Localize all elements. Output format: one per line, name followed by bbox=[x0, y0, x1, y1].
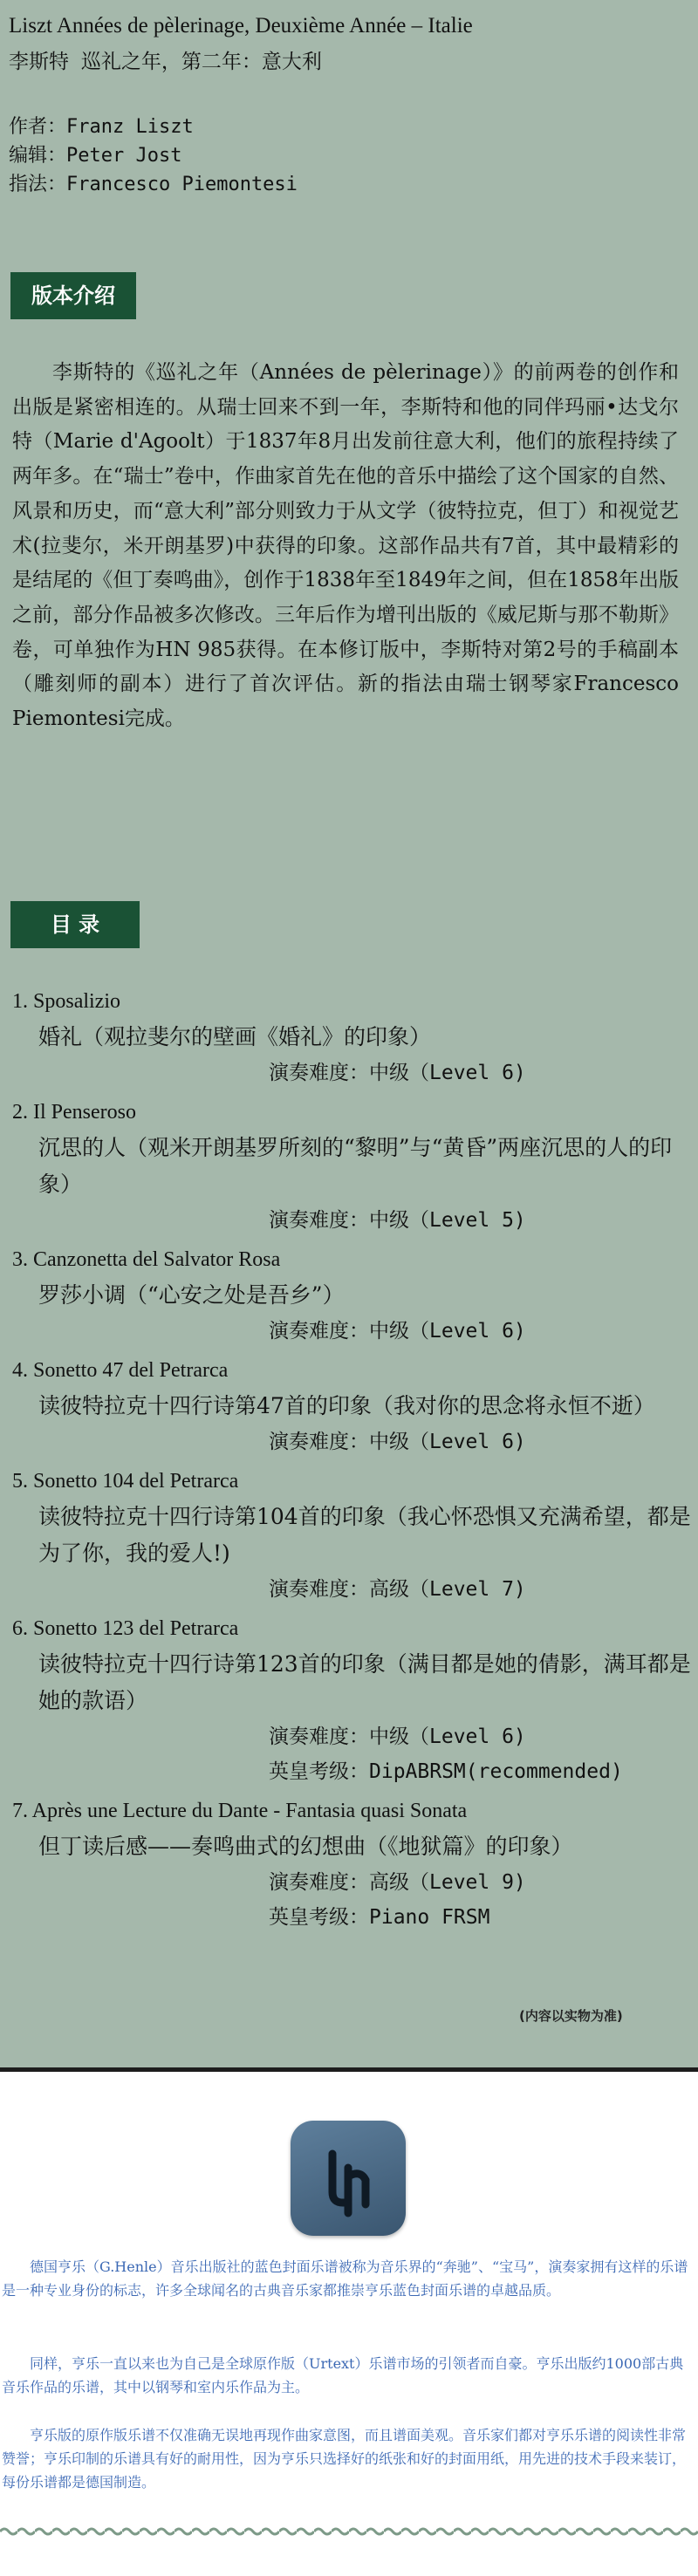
piece-description: 读彼特拉克十四行诗第47首的印象（我对你的思念将永恒不逝） bbox=[38, 1393, 655, 1418]
toc-entry bbox=[12, 1242, 698, 1349]
disclaimer-note: (内容以实物为准) bbox=[519, 2008, 623, 2024]
credit-label: 作者： bbox=[9, 116, 67, 138]
toc-entry bbox=[12, 1353, 698, 1459]
credit-editor bbox=[9, 141, 298, 170]
toc-entry bbox=[12, 1095, 698, 1238]
difficulty-level: 演奏难度：中级（Level 6) bbox=[269, 1320, 526, 1343]
henle-logo-icon bbox=[291, 2121, 406, 2236]
piece-title: 7. Après une Lecture du Dante - Fantasia quasi Sonata bbox=[12, 1800, 468, 1822]
piece-description: 罗莎小调（“心安之处是吾乡”） bbox=[38, 1282, 345, 1308]
difficulty-level: 演奏难度：中级（Level 5) bbox=[269, 1209, 526, 1232]
piece-title: 4. Sonetto 47 del Petrarca bbox=[12, 1359, 229, 1382]
abrsm-grade: 英皇考级：DipABRSM(recommended) bbox=[269, 1760, 623, 1783]
toc-entry bbox=[12, 1464, 698, 1607]
decorative-border bbox=[0, 2525, 698, 2538]
difficulty-level: 演奏难度：中级（Level 6) bbox=[269, 1062, 526, 1084]
piece-title: 5. Sonetto 104 del Petrarca bbox=[12, 1470, 239, 1493]
credit-composer bbox=[9, 113, 298, 141]
difficulty-level: 演奏难度：中级（Level 6) bbox=[269, 1431, 526, 1453]
credit-label: 编辑： bbox=[9, 145, 67, 167]
piece-title: 1. Sposalizio bbox=[12, 990, 120, 1013]
credit-value: Franz Liszt bbox=[66, 116, 194, 138]
title-chinese: 李斯特 巡礼之年，第二年：意大利 bbox=[9, 51, 322, 73]
title-english: Liszt Années de pèlerinage, Deuxième Année – Italie bbox=[9, 14, 473, 38]
section-divider bbox=[0, 2067, 698, 2072]
difficulty-level: 演奏难度：高级（Level 7) bbox=[269, 1578, 526, 1601]
toc-heading: 目 录 bbox=[10, 901, 140, 948]
difficulty-level: 演奏难度：中级（Level 6) bbox=[269, 1725, 526, 1748]
edition-intro-heading: 版本介绍 bbox=[10, 272, 136, 319]
henle-logo-glyph bbox=[291, 2121, 406, 2236]
piece-description: 读彼特拉克十四行诗第104首的印象（我心怀恐惧又充满希望，都是为了你，我的爱人!) bbox=[38, 1504, 691, 1566]
edition-intro-text: 李斯特的《巡礼之年（Années de pèlerinage）》的前两卷的创作和出版是紧密相连的。从瑞士回来不到一年，李斯特和他的同伴玛丽•达戈尔特（Marie d'Agoolt）于1837年8月出发前往意大利，他们的旅程持续了两年多。在“瑞士”卷中，作曲家首先在他的音乐中描绘了这个国家的自然、风景和历史，而“意大利”部分则致力于从文学（彼特拉克，但丁）和视觉艺术(拉斐尔，米开朗基罗)中获得的印象。这部作品共有7首，其中最精彩的是结尾的《但丁奏鸣曲》，创作于1838年至1849年之间，但在1858年出版之前，部分作品被多次修改。三年后作为增刊出版的《威尼斯与那不勒斯》卷，可单独作为HN 985获得。在本修订版中，李斯特对第2号的手稿副本（雕刻师的副本）进行了首次评估。新的指法由瑞士钢琴家Francesco Piemontesi完成。 bbox=[12, 361, 679, 731]
henle-paragraph: 亨乐版的原作版乐谱不仅准确无误地再现作曲家意图，而且谱面美观。音乐家们都对亨乐乐谱的阅读性非常赞誉；亨乐印制的乐谱具有好的耐用性，因为亨乐只选择好的纸张和好的封面用纸，用先进的技术手段来装订，每份乐谱都是德国制造。 bbox=[2, 2427, 687, 2491]
piece-description: 沉思的人（观米开朗基罗所刻的“黎明”与“黄昏”两座沉思的人的印象） bbox=[38, 1135, 673, 1197]
credit-value: Francesco Piemontesi bbox=[66, 174, 298, 195]
toc-entry bbox=[12, 1611, 698, 1789]
credit-fingering bbox=[9, 170, 298, 199]
credits-list bbox=[9, 113, 298, 199]
piece-title: 3. Canzonetta del Salvator Rosa bbox=[12, 1248, 281, 1271]
piece-description: 但丁读后感——奏鸣曲式的幻想曲（《地狱篇》的印象） bbox=[38, 1834, 573, 1859]
credit-value: Peter Jost bbox=[66, 145, 182, 167]
henle-paragraph: 德国亨乐（G.Henle）音乐出版社的蓝色封面乐谱被称为音乐界的“奔驰”、“宝马”，演奏家拥有这样的乐谱是一种专业身份的标志，许多全球闻名的古典音乐家都推崇亨乐蓝色封面乐谱的卓越品质。 bbox=[2, 2258, 688, 2299]
difficulty-level: 演奏难度：高级（Level 9) bbox=[269, 1871, 526, 1894]
toc-entry bbox=[12, 1794, 698, 1935]
piece-title: 6. Sonetto 123 del Petrarca bbox=[12, 1617, 239, 1640]
table-of-contents bbox=[12, 984, 698, 1935]
henle-paragraph: 同样，亨乐一直以来也为自己是全球原作版（Urtext）乐谱市场的引领者而自豪。亨乐出版约1000部古典音乐作品的乐谱，其中以钢琴和室内乐作品为主。 bbox=[2, 2355, 684, 2395]
piece-description: 婚礼（观拉斐尔的壁画《婚礼》的印象） bbox=[38, 1024, 432, 1049]
piece-title: 2. Il Penseroso bbox=[12, 1101, 136, 1124]
credit-label: 指法： bbox=[9, 174, 67, 195]
piece-description: 读彼特拉克十四行诗第123首的印象（满目都是她的倩影，满耳都是她的款语） bbox=[38, 1651, 691, 1713]
toc-entry bbox=[12, 984, 698, 1090]
abrsm-grade: 英皇考级：Piano FRSM bbox=[269, 1906, 490, 1929]
